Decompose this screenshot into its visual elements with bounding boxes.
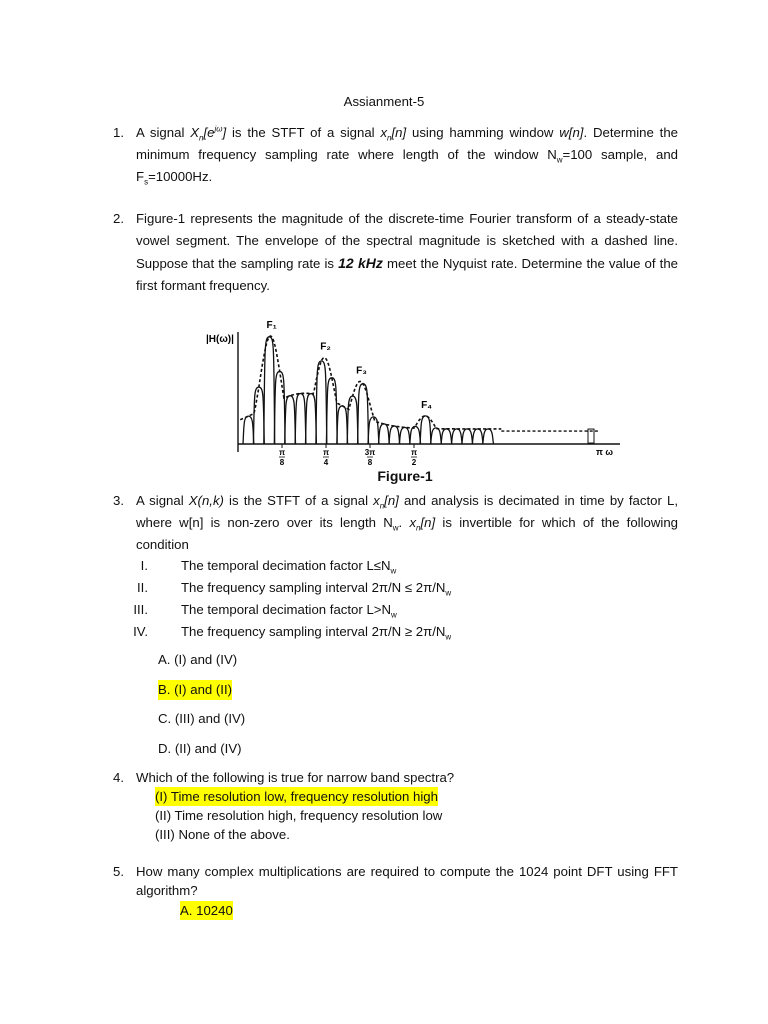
harmonic-lobe xyxy=(274,372,285,445)
formant-label: F₃ xyxy=(356,365,367,377)
x-tick-label: 8 xyxy=(279,458,285,467)
question-text: How many complex multiplications are required to compute the 1024 point DFT using FFT algorithm? xyxy=(136,864,678,898)
harmonic-lobe xyxy=(295,394,306,445)
condition-item: III. The temporal decimation factor $L>N_w$ xyxy=(133,602,397,620)
x-end-label: π ω xyxy=(596,447,613,457)
answer-option: (II) Time resolution high, frequency resolution low xyxy=(155,808,443,823)
question-number: 3. xyxy=(113,493,124,508)
figure-caption: Figure-1 xyxy=(377,468,433,484)
formant-label: F₄ xyxy=(421,399,432,411)
answer-option: A. (I) and (IV) xyxy=(158,652,238,667)
question-4 xyxy=(113,767,678,789)
question-number: 5. xyxy=(113,864,124,879)
x-tick-label: 4 xyxy=(323,458,329,467)
x-tick-label: π xyxy=(410,448,418,457)
harmonic-lobe xyxy=(253,387,264,444)
harmonic-lobe xyxy=(243,416,254,444)
answer-option: C. (III) and (IV) xyxy=(158,711,246,726)
harmonic-lobe xyxy=(347,396,358,444)
answer-option-highlighted: A. 10240 xyxy=(180,903,233,918)
question-number: 1. xyxy=(113,125,124,140)
x-tick-label: π xyxy=(278,448,286,457)
harmonic-lobe xyxy=(462,429,473,444)
answer-option-highlighted: B. (I) and (II) xyxy=(158,680,232,700)
question-number: 4. xyxy=(113,770,124,785)
spectrum-figure xyxy=(200,318,630,471)
harmonic-lobes xyxy=(243,337,494,444)
harmonic-lobe xyxy=(451,429,462,444)
x-tick-label: 2 xyxy=(411,458,417,467)
condition-item: II. The frequency sampling interval $2\pi/N \le 2\pi/N_w$ xyxy=(137,580,452,598)
formant-label: F₁ xyxy=(266,320,277,331)
harmonic-lobe xyxy=(379,424,390,444)
document-title: Assianment-5 xyxy=(343,94,425,109)
envelope-curve xyxy=(240,336,501,429)
harmonic-lobe xyxy=(285,396,296,444)
answer-option: (III) None of the above. xyxy=(155,827,290,842)
question-text: Figure-1 represents the magnitude of the discrete-time Fourier transform of a steady-state vowel segment. The envelope of the spectral magnitude is sketched with a dashed line. Suppose that the sampling rate is 12 kHz meet the Nyquist rate. Determine the value of the first formant frequency. xyxy=(136,211,678,293)
question-text: A signal $X_n[e^{j\omega}]$ is the STFT of a signal $x_n[n]$ using hamming window w[n]. Determine the minimum frequency sampling rate where length of the window $N_w=100$ sample, and $F_s=10000Hz$. xyxy=(136,124,678,187)
harmonic-lobe xyxy=(389,426,400,444)
question-3 xyxy=(113,490,678,556)
harmonic-lobe xyxy=(264,337,275,444)
question-number: 2. xyxy=(113,211,124,226)
question-text: Which of the following is true for narrow band spectra? xyxy=(136,770,455,785)
harmonic-lobe xyxy=(337,406,348,444)
condition-item: I. The temporal decimation factor $L\le N_w$ xyxy=(140,558,397,576)
harmonic-lobe xyxy=(420,416,431,444)
harmonic-lobe xyxy=(326,378,337,444)
harmonic-lobe xyxy=(431,428,442,444)
answer-option-highlighted: (I) Time resolution low, frequency resolution high xyxy=(155,789,438,804)
question-5 xyxy=(113,862,678,900)
x-tick-label: 3π xyxy=(364,448,376,457)
condition-item: IV. The frequency sampling interval $2\pi/N \ge 2\pi/N_w$ xyxy=(133,624,452,642)
harmonic-lobe xyxy=(441,429,452,444)
plot-labels xyxy=(206,320,613,467)
y-axis-label: |H(ω)| xyxy=(206,334,234,345)
harmonic-lobe xyxy=(306,394,317,444)
formant-label: F₂ xyxy=(320,341,331,353)
x-tick-label: π xyxy=(322,448,330,457)
harmonic-lobe xyxy=(399,427,410,444)
spectral-envelope xyxy=(240,336,598,443)
harmonic-lobe xyxy=(472,429,483,444)
question-text: A signal X(n,k) is the STFT of a signal $x_n[n]$ and analysis is decimated in time by factor L, where w[n] is non-zero over its length $N_w$. $x_n[n]$ is invertible for which of the following condition xyxy=(136,493,678,552)
answer-option: D. (II) and (IV) xyxy=(158,741,242,756)
question-1 xyxy=(113,122,678,188)
spectrum-plot xyxy=(200,318,630,468)
harmonic-lobe xyxy=(368,417,379,444)
x-tick-label: 8 xyxy=(367,458,373,467)
harmonic-lobe xyxy=(410,426,421,444)
question-2 xyxy=(113,208,678,297)
harmonic-lobe xyxy=(483,429,494,444)
